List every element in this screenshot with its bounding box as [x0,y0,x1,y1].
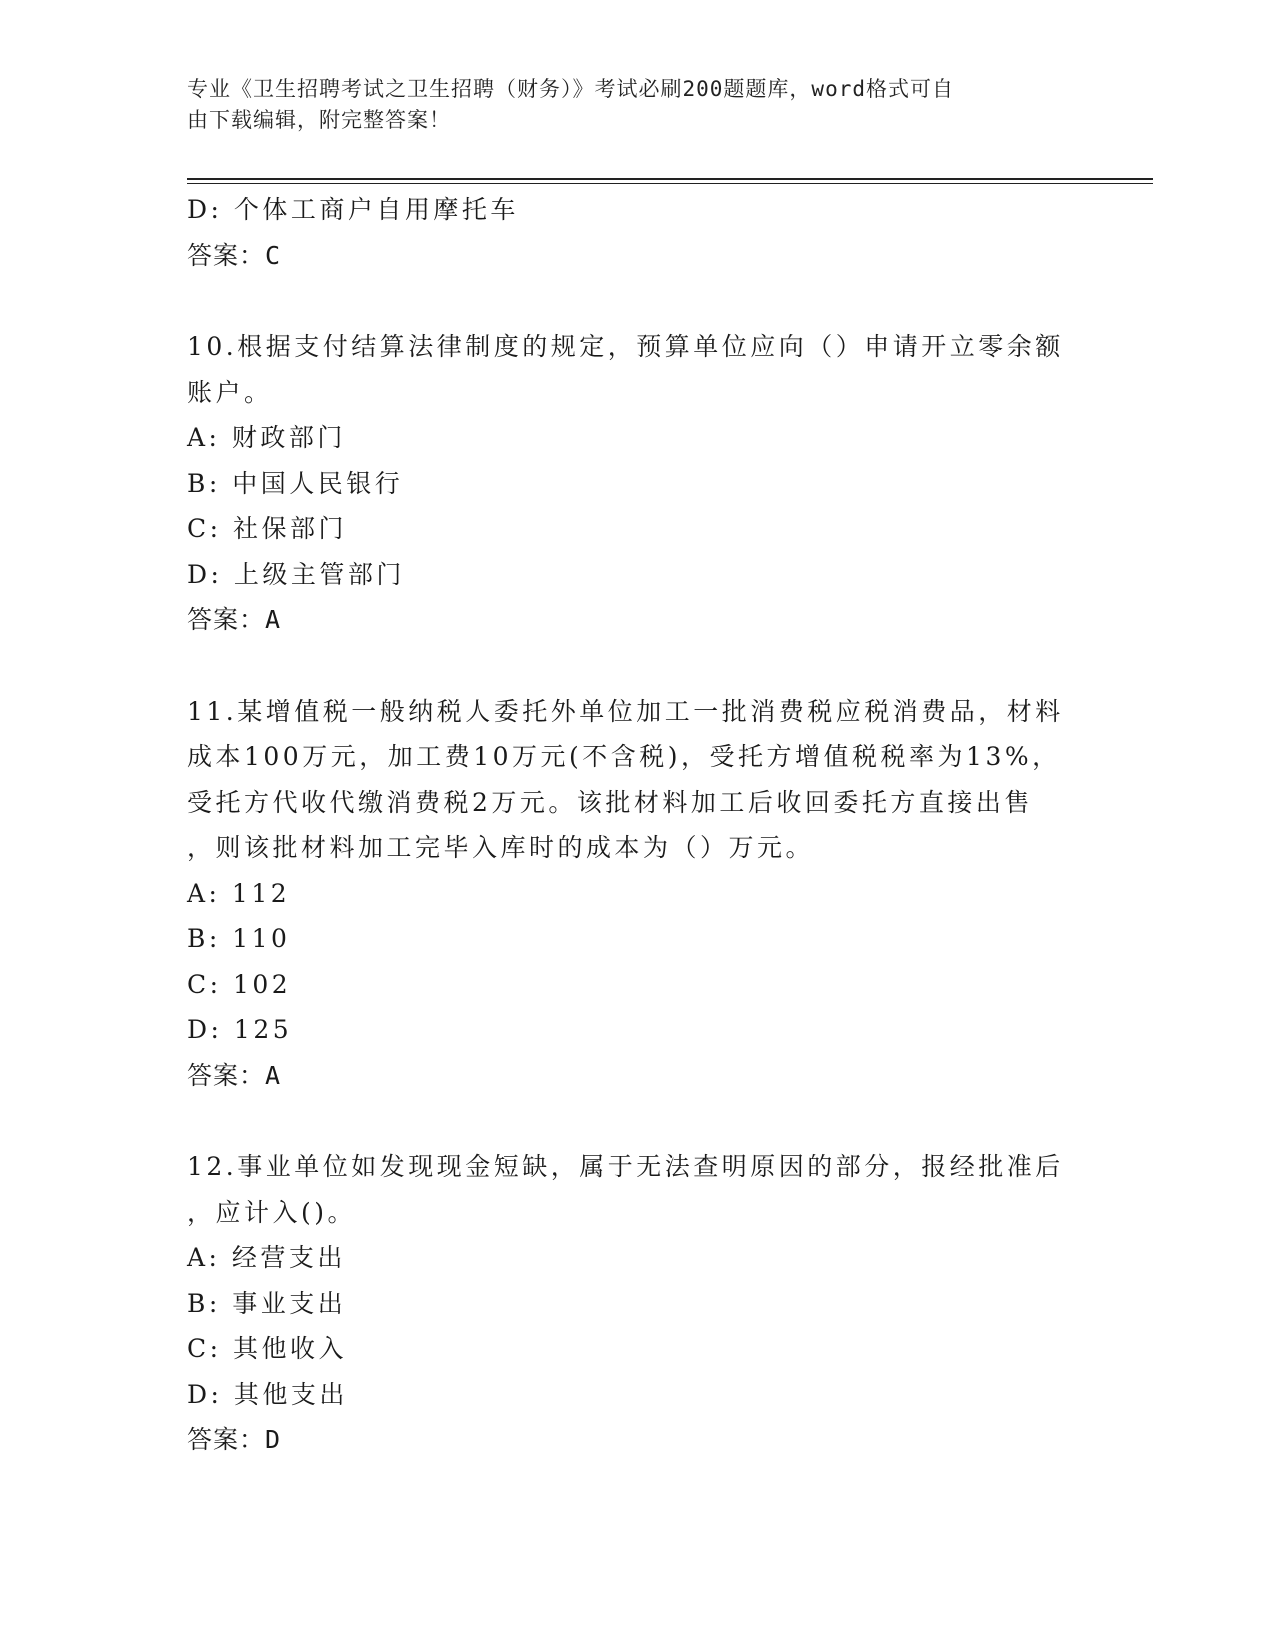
option-d: D: 个体工商户自用摩托车 [187,195,519,224]
stem-line: 成本100万元，加工费10万元(不含税)，受托方增值税税率为13%， [187,742,1061,771]
question-stem [187,1144,1087,1235]
answer-line: 答案：C [187,240,282,270]
question-10 [187,324,1087,643]
question-stem [187,324,1087,415]
document-header [187,74,1067,136]
spacer [187,278,1087,324]
option-b: B: 中国人民银行 [187,468,404,498]
spacer [187,643,1087,689]
option-d: D: 125 [187,1015,293,1044]
answer-line: 答案：A [187,605,282,634]
option-d: D: 上级主管部门 [187,559,405,589]
option-a: A: 经营支出 [187,1243,346,1272]
option-c: C: 社保部门 [187,514,347,543]
stem-line: ，则该批材料加工完毕入库时的成本为（）万元。 [187,833,815,862]
question-11 [187,689,1087,1099]
answer-line: 答案：A [187,1060,282,1090]
answer-line: 答案：D [187,1425,282,1454]
option-b: B: 110 [187,924,291,953]
spacer [187,1098,1087,1144]
option-c: C: 102 [187,969,292,999]
option-d: D: 其他支出 [187,1379,348,1409]
header-rule-thin [187,183,1153,184]
option-a: A: 112 [187,878,291,908]
carryover-block [187,187,1087,278]
stem-line: ，应计入()。 [187,1197,357,1227]
option-b: B: 事业支出 [187,1288,347,1318]
stem-line: 账户。 [187,377,273,407]
option-a: A: 财政部门 [187,423,346,452]
option-c: C: 其他收入 [187,1334,347,1363]
stem-line: 11.某增值税一般纳税人委托外单位加工一批消费税应税消费品，材料 [187,696,1064,726]
header-line-1: 专业《卫生招聘考试之卫生招聘（财务）》考试必刷200题题库，word格式可自 [187,77,954,101]
stem-line: 受托方代收代缴消费税2万元。该批材料加工后收回委托方直接出售 [187,787,1033,817]
question-stem [187,689,1087,871]
header-rule-thick [187,178,1153,180]
stem-line: 10.根据支付结算法律制度的规定，预算单位应向（）申请开立零余额 [187,332,1064,361]
stem-line: 12.事业单位如发现现金短缺，属于无法查明原因的部分，报经批准后 [187,1152,1064,1181]
question-12 [187,1144,1087,1463]
header-line-2: 由下载编辑，附完整答案！ [187,108,451,132]
question-list [187,187,1087,1463]
